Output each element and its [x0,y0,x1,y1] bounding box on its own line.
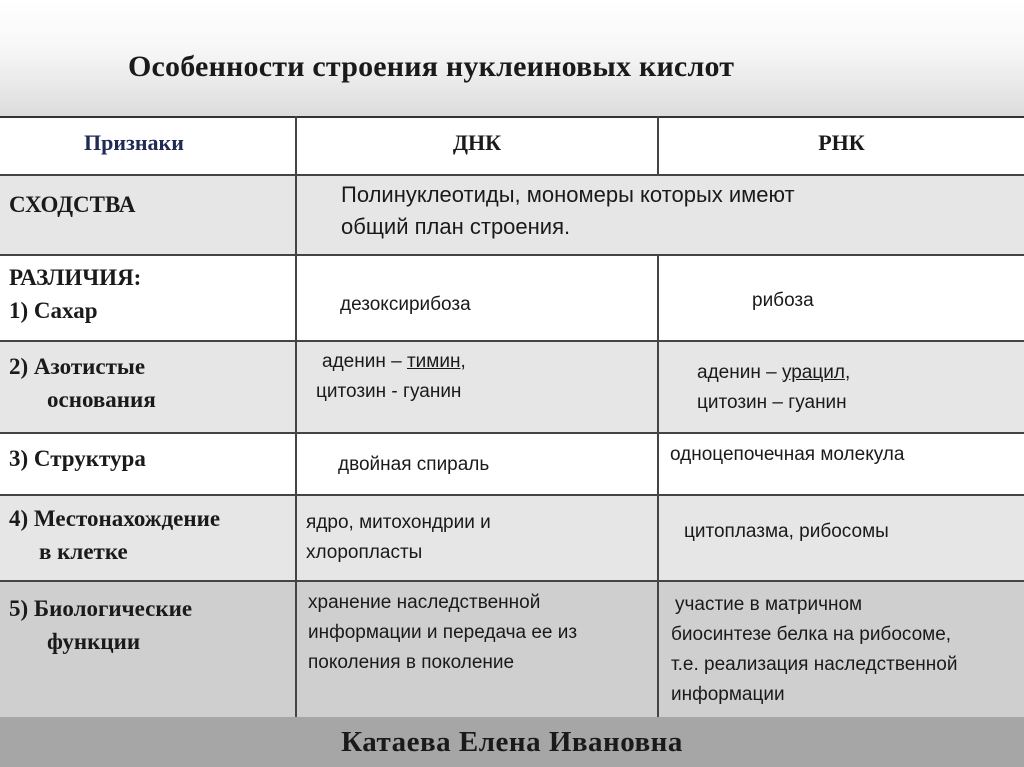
functions-rna-line: биосинтезе белка на рибосоме, [671,624,952,645]
location-dna-line: ядро, митохондрии и [306,512,491,533]
structure-dna-cell [296,433,658,495]
similarity-text [341,179,795,243]
header-dna-label: ДНК [452,130,502,155]
bases-dna-value: аденин – тимин, цитозин - гуанин [322,347,466,407]
structure-rna-cell [658,433,1024,495]
table-row-structure [0,433,1024,495]
sugar-dna-value: дезоксирибоза [340,294,471,315]
bases-label-line: 2) Азотистые [9,354,146,379]
structure-rna-value: одноцепочечная молекула [670,444,905,465]
similarity-text-line: Полинуклеотиды, мономеры которых имеют [341,182,795,207]
functions-label [9,592,192,658]
sugar-dna-cell [296,255,658,341]
similarity-label-cell [0,175,296,255]
similarity-label: СХОДСТВА [9,192,136,217]
location-label-line: в клетке [39,539,128,564]
title-bar [0,0,1024,116]
location-dna-cell [296,495,658,581]
page-title: Особенности строения нуклеиновых кислот [128,50,735,83]
location-rna-cell [658,495,1024,581]
bases-rna-line: цитозин – гуанин [697,392,847,413]
sugar-rna-cell [658,255,1024,341]
structure-label-cell [0,433,296,495]
functions-label-cell [0,581,296,718]
functions-rna-line: участие в матричном [675,594,863,615]
structure-label: 3) Структура [9,446,146,471]
functions-label-line: 5) Биологические [9,596,193,621]
table-row-sugar [0,255,1024,341]
comparison-table [0,116,1024,719]
bases-label-cell [0,341,296,433]
thymine-underlined: тимин [406,351,461,372]
functions-dna-cell [296,581,658,718]
header-dna-cell [296,117,658,175]
header-rna-label: РНК [818,130,865,155]
location-dna-value [306,508,491,568]
header-rna-cell [658,117,1024,175]
similarity-row [0,175,1024,255]
table-row-functions [0,581,1024,718]
bases-rna-value: аденин – урацил, цитозин – гуанин [697,358,850,418]
functions-dna-line: хранение наследственной [308,592,541,613]
structure-dna-value: двойная спираль [338,454,490,475]
table-row-location [0,495,1024,581]
location-dna-line: хлоропласты [306,542,423,563]
similarity-text-line: общий план строения. [341,214,571,239]
bases-dna-cell [296,341,658,433]
sugar-rna-value: рибоза [752,290,814,311]
location-label-line: 4) Местонахождение [9,506,221,531]
sugar-label-line: 1) Сахар [9,298,98,323]
header-feature-cell [0,117,296,175]
functions-rna-cell [658,581,1024,718]
bases-label-line: основания [47,387,156,412]
sugar-label-line: РАЗЛИЧИЯ: [9,265,142,290]
functions-rna-line: т.е. реализация наследственной [671,654,958,675]
header-feature-label: Признаки [84,130,184,155]
sugar-label-cell [0,255,296,341]
functions-rna-value [671,590,957,710]
header-row [0,117,1024,175]
bases-dna-line: цитозин - гуанин [316,381,462,402]
author-footer [0,717,1024,767]
location-label [9,502,220,568]
bases-label [9,350,156,416]
bases-rna-cell [658,341,1024,433]
table-row-bases [0,341,1024,433]
functions-dna-value [308,588,577,678]
functions-rna-line: информации [671,684,785,705]
author-name: Катаева Елена Ивановна [341,726,683,758]
functions-dna-line: информации и передача ее из [308,622,578,643]
functions-dna-line: поколения в поколение [308,652,515,673]
location-rna-value: цитоплазма, рибосомы [684,521,889,542]
similarity-text-cell [296,175,1024,255]
location-label-cell [0,495,296,581]
sugar-label [9,261,141,327]
functions-label-line: функции [47,629,141,654]
uracil-underlined: урацил [781,362,845,383]
